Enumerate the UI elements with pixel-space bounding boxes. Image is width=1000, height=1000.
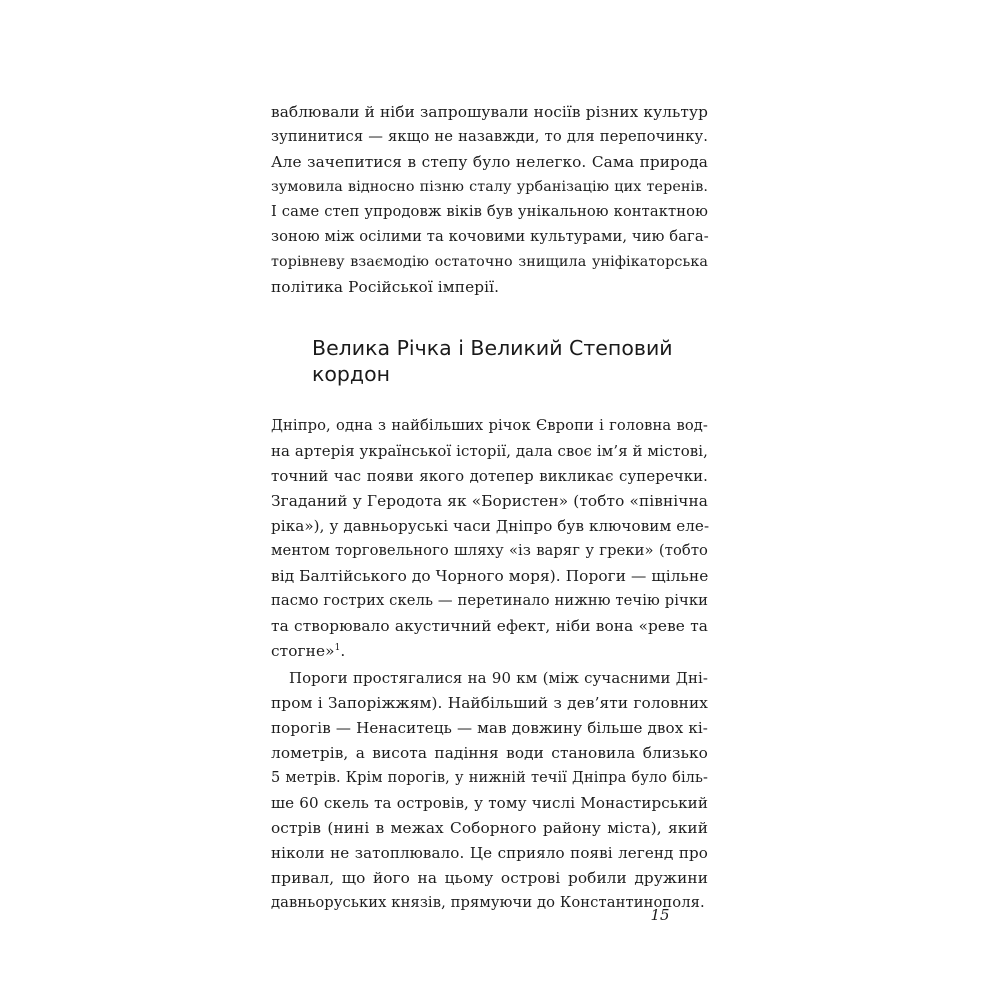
text-line: давньоруських князів, прямуючи до Константинополя. [271, 894, 705, 911]
text-line: Але зачепитися в степу було нелегко. Сама природа [271, 153, 708, 171]
text-line: Пороги простягалися на 90 км (між сучасними Дні- [289, 669, 708, 687]
text-fragment: стогне» [271, 642, 335, 660]
text-line: та створювало акустичний ефект, ніби вона «реве та [271, 617, 708, 635]
text-line: Дніпро, одна з найбільших річок Європи і головна вод- [271, 417, 708, 434]
text-line: на артерія української історії, дала своє ім’я й містові, [271, 442, 708, 460]
text-line: від Балтійського до Чорного моря). Пороги — щільне [271, 567, 709, 585]
text-line: пасмо гострих скель — перетинало нижню течію річки [271, 592, 708, 609]
text-line: ше 60 скель та островів, у тому числі Монастирський [271, 794, 708, 812]
page-number: 15 [650, 906, 670, 924]
heading-line: кордон [312, 362, 391, 386]
text-line: зумовила відносно пізню сталу урбанізацію цих теренів. [271, 179, 708, 195]
text-line: Згаданий у Геродота як «Бористен» (тобто «північна [271, 492, 708, 510]
heading-line: Велика Річка і Великий Степовий [312, 336, 673, 360]
text-line: лометрів, а висота падіння води становила близько [271, 744, 708, 762]
text-line: торівневу взаємодію остаточно знищила уніфікаторська [271, 254, 708, 270]
text-line: І саме степ упродовж віків був унікальною контактною [271, 203, 708, 220]
text-line: ментом торговельного шляху «із варяг у греки» (тобто [271, 542, 708, 559]
text-line: ніколи не затоплювало. Це сприяло появі легенд про [271, 844, 708, 862]
text-line: пром і Запоріжжям). Найбільший з дев’яти головних [271, 694, 708, 712]
text-line: точний час появи якого дотепер викликає суперечки. [271, 467, 708, 485]
text-fragment: . [340, 642, 346, 660]
text-line: зоною між осілими та кочовими культурами, чию бага- [271, 228, 709, 245]
footnote-marker: 1 [334, 642, 341, 653]
text-line-last [271, 636, 708, 666]
text-line: привал, що його на цьому острові робили дружини [271, 869, 708, 887]
text-line: зупинитися — якщо не назавжди, то для перепочинку. [271, 128, 708, 145]
text-line: ваблювали й ніби запрошували носіїв різних культур [271, 103, 708, 121]
text-line: політика Російської імперії. [271, 278, 500, 296]
text-line: ріка»), у давньоруські часи Дніпро був ключовим еле- [271, 517, 710, 535]
text-line: порогів — Ненаситець — мав довжину більше двох кі- [271, 719, 708, 737]
text-line: 5 метрів. Крім порогів, у нижній течії Дніпра було біль- [271, 770, 708, 786]
text-line: острів (нині в межах Соборного району міста), який [271, 819, 708, 837]
